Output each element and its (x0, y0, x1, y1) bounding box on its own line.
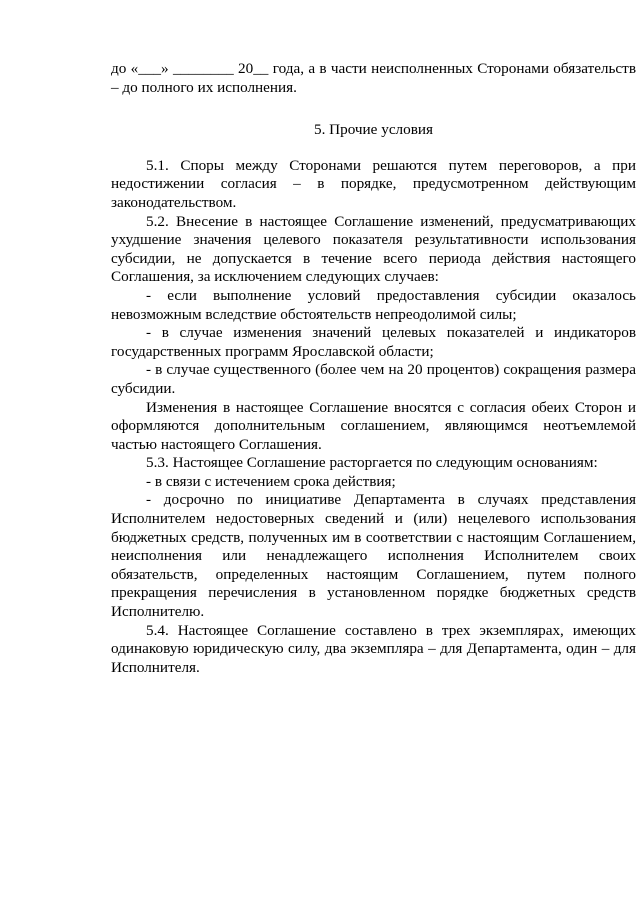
paragraph-5-3: 5.3. Настоящее Соглашение расторгается по следующим основаниям: (146, 454, 598, 472)
document-page (111, 60, 636, 677)
paragraph-amendments: Изменения в настоящее Соглашение вносятся с согласия обеих Сторон и оформляются дополнительным соглашением, являющимся неотъемлемой частью настоящего Соглашения. (111, 398, 636, 453)
list-item-subsidy-reduction: - в случае существенного (более чем на 20 процентов) сокращения размера субсидии. (111, 361, 636, 397)
paragraph-5-2: 5.2. Внесение в настоящее Соглашение изменений, предусматривающих ухудшение значения целевого показателя результативности использования субсидии, не допускается в течение всего периода действия настоящего Соглашения, за исключением следующих случаев: (111, 212, 636, 286)
list-item-indicator-change: - в случае изменения значений целевых показателей и индикаторов государственных программ Ярославской области; (111, 324, 636, 360)
paragraph-5-1: 5.1. Споры между Сторонами решаются путем переговоров, а при недостижении согласия – в порядке, предусмотренном действующим законодательством. (111, 156, 636, 211)
intro-paragraph: до «___» ________ 20__ года, а в части неисполненных Сторонами обязательств – до полного их исполнения. (111, 60, 636, 96)
list-item-expiry: - в связи с истечением срока действия; (146, 472, 396, 490)
list-item-force-majeure: - если выполнение условий предоставления субсидии оказалось невозможным вследствие обстоятельств непреодолимой силы; (111, 286, 636, 323)
paragraph-5-4: 5.4. Настоящее Соглашение составлено в трех экземплярах, имеющих одинаковую юридическую силу, два экземпляра – для Департамента, один – для Исполнителя. (111, 621, 636, 676)
list-item-early-termination: - досрочно по инициативе Департамента в случаях представления Исполнителем недостоверных сведений и (или) нецелевого использования бюджетных средств, полученных им в соответствии с настоящим Соглашением, неисполнения или ненадлежащего исполнения Исполнителем своих обязательств, определенных настоящим Соглашением, путем полного прекращения перечисления в установленном порядке бюджетных средств Исполнителю. (111, 491, 636, 621)
section-title: 5. Прочие условия (313, 121, 434, 139)
